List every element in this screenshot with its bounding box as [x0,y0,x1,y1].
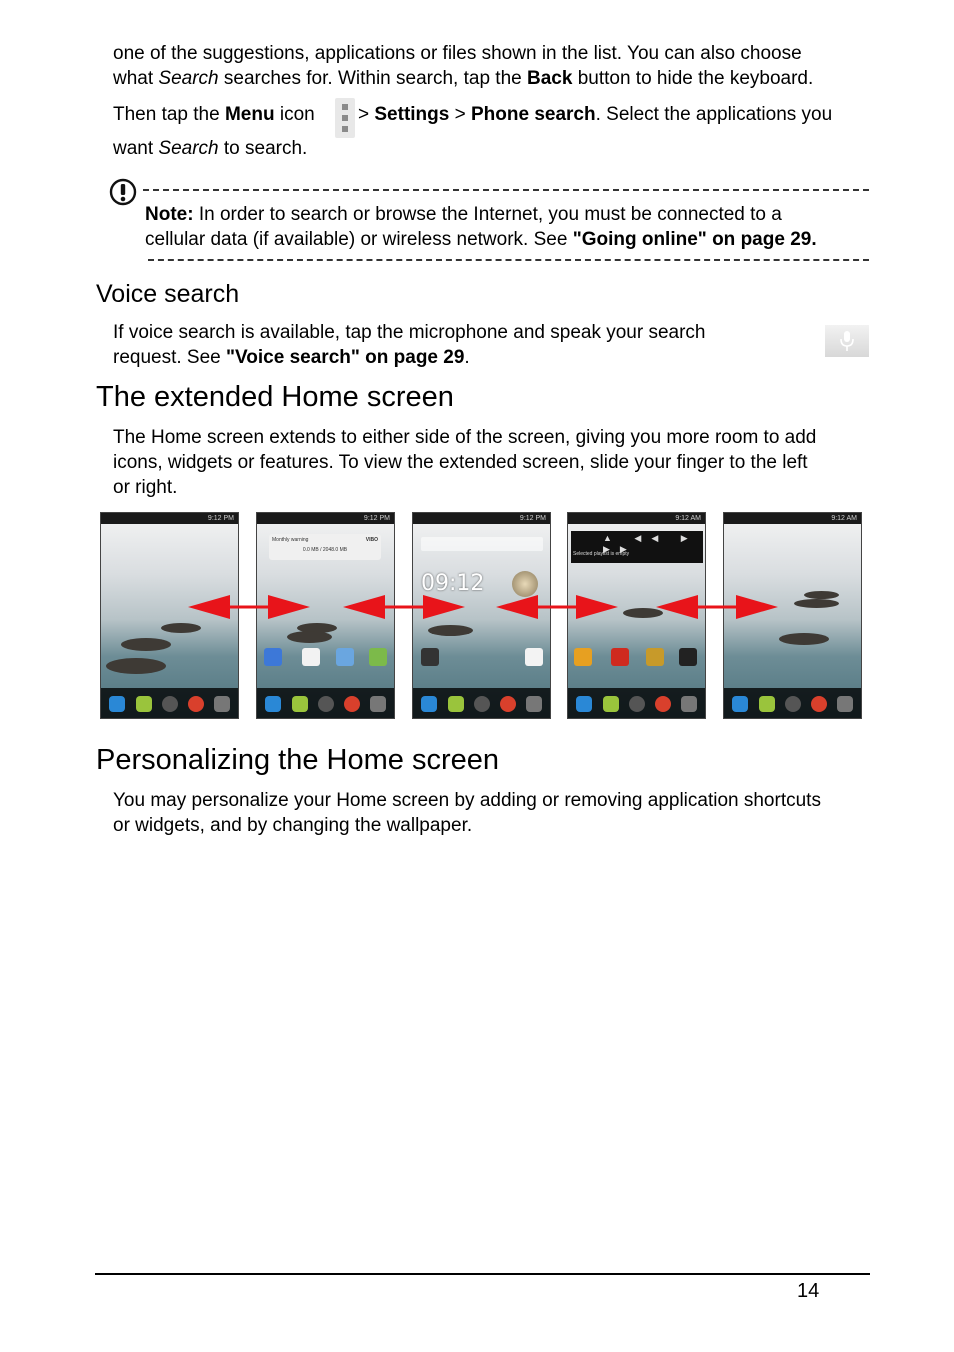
dock [413,688,550,718]
intro-line-3b: > Settings > Phone search. Select the applications you [358,104,833,125]
swipe-arrow-1 [188,592,310,622]
data-usage-widget: Monthly warning VIBO 0.0 MB / 2048.0 MB [269,534,381,560]
personalizing-heading: Personalizing the Home screen [96,744,499,776]
music-widget: ▲ ◀◀ ▶ ▶▶ Selected playlist is empty [571,531,703,563]
dock [724,688,861,718]
voice-search-heading: Voice search [96,280,240,308]
status-bar: 9:12 PM [413,513,550,524]
note-line-1: Note: In order to search or browse the Internet, you must be connected to a [145,204,782,225]
microphone-icon [825,325,869,357]
note-divider-top [143,189,869,191]
status-bar: 9:12 AM [568,513,705,524]
footer-rule [95,1273,870,1275]
swipe-arrow-2 [343,592,465,622]
personalizing-line-2: or widgets, and by changing the wallpaper. [113,815,473,836]
page-number: 14 [797,1280,820,1302]
personalizing-line-1: You may personalize your Home screen by adding or removing application shortcuts [113,790,821,811]
warning-icon [109,178,137,206]
intro-line-3a: Then tap the Menu icon [113,104,315,125]
voice-line-1: If voice search is available, tap the microphone and speak your search [113,322,706,343]
extended-home-heading: The extended Home screen [96,381,454,413]
intro-line-2: what Search searches for. Within search, tap the Back button to hide the keyboard. [113,68,814,89]
note-divider-bottom [148,259,869,261]
extended-line-1: The Home screen extends to either side of the screen, giving you more room to add [113,427,817,448]
dock [568,688,705,718]
note-line-2: cellular data (if available) or wireless network. See "Going online" on page 29. [145,229,817,250]
swipe-arrow-4 [656,592,778,622]
intro-line-4: want Search to search. [113,138,308,159]
extended-line-2: icons, widgets or features. To view the extended screen, slide your finger to the left [113,452,808,473]
dock [257,688,394,718]
status-bar: 9:12 PM [257,513,394,524]
clock-widget: 09:12 [421,571,485,596]
dock [101,688,238,718]
intro-line-1: one of the suggestions, applications or files shown in the list. You can also choose [113,43,802,64]
status-bar: 9:12 AM [724,513,861,524]
status-bar: 9:12 PM [101,513,238,524]
extended-line-3: or right. [113,477,178,498]
voice-line-2: request. See "Voice search" on page 29. [113,347,470,368]
menu-icon [335,98,355,138]
swipe-arrow-3 [496,592,618,622]
